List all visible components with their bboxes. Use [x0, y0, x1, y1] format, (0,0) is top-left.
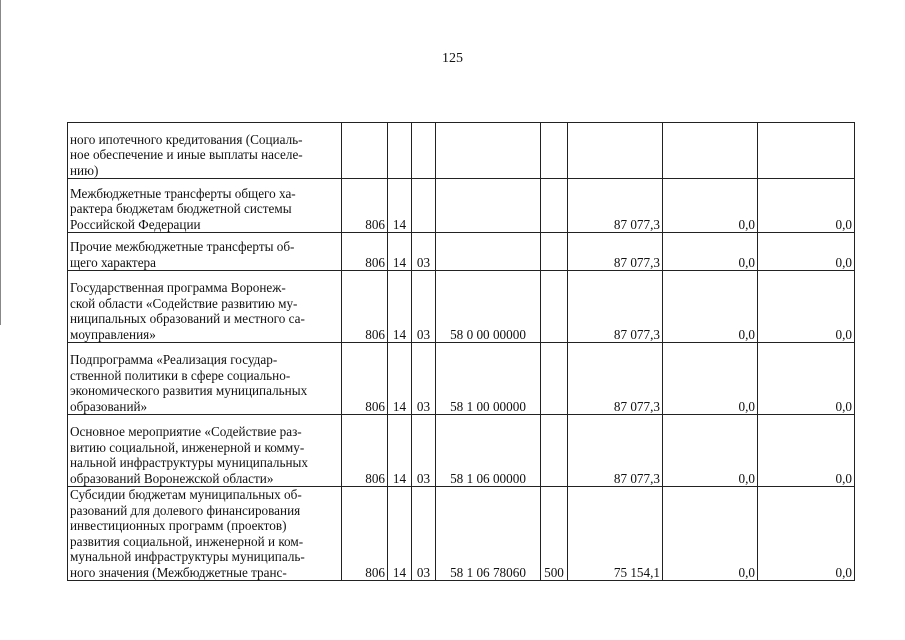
expense-name-line: мунальной инфраструктуры муниципаль- — [70, 549, 305, 564]
cell-expense-type: 500 — [541, 487, 568, 581]
cell-amount-year3: 0,0 — [758, 487, 855, 581]
table-row — [68, 271, 855, 343]
cell-amount-year2: 0,0 — [663, 179, 758, 233]
cell-amount-year2: 0,0 — [663, 343, 758, 415]
cell-amount-year3: 0,0 — [758, 179, 855, 233]
cell-expense-type — [541, 123, 568, 179]
cell-amount-year2: 0,0 — [663, 487, 758, 581]
expense-name-line: инвестиционных программ (проектов) — [70, 518, 287, 533]
expense-name-line: Подпрограмма «Реализация государ- — [70, 352, 278, 367]
cell-dept-code — [342, 123, 388, 179]
expense-name-line: нальной инфраструктуры муниципальных — [70, 455, 308, 470]
cell-target-article — [436, 123, 541, 179]
cell-section-code: 14 — [388, 233, 412, 271]
cell-amount-year2: 0,0 — [663, 233, 758, 271]
cell-expense-name — [68, 179, 342, 233]
cell-expense-type — [541, 271, 568, 343]
cell-target-article — [436, 179, 541, 233]
expense-name-line: ное обеспечение и иные выплаты населе- — [70, 147, 303, 162]
cell-section-code: 14 — [388, 271, 412, 343]
cell-expense-name — [68, 343, 342, 415]
budget-table-body — [68, 123, 855, 581]
cell-dept-code: 806 — [342, 487, 388, 581]
budget-table — [67, 122, 855, 581]
cell-expense-type — [541, 233, 568, 271]
cell-expense-name — [68, 415, 342, 487]
expense-name-line: Субсидии бюджетам муниципальных об- — [70, 487, 302, 502]
cell-target-article: 58 1 00 00000 — [436, 343, 541, 415]
expense-name-line: моуправления» — [70, 326, 156, 342]
expense-name-line: образований» — [70, 398, 148, 414]
table-row — [68, 487, 855, 581]
expense-name-line: ного ипотечного кредитования (Социаль- — [70, 131, 303, 147]
expense-name-line: рактера бюджетам бюджетной системы — [70, 201, 292, 216]
expense-name-line: Государственная программа Воронеж- — [70, 280, 286, 295]
cell-dept-code: 806 — [342, 179, 388, 233]
cell-expense-type — [541, 179, 568, 233]
expense-name-line: витию социальной, инженерной и комму- — [70, 439, 305, 455]
cell-amount-year1: 87 077,3 — [568, 343, 663, 415]
cell-subsection-code: 03 — [412, 271, 436, 343]
cell-expense-name — [68, 487, 342, 581]
page-number: 125 — [442, 51, 463, 66]
cell-expense-type — [541, 343, 568, 415]
expense-name-line: ниципальных образований и местного са- — [70, 311, 305, 326]
cell-amount-year2: 0,0 — [663, 415, 758, 487]
cell-target-article — [436, 233, 541, 271]
table-row — [68, 233, 855, 271]
cell-dept-code: 806 — [342, 271, 388, 343]
cell-expense-type — [541, 415, 568, 487]
expense-name-line: экономического развития муниципальных — [70, 383, 308, 398]
cell-section-code: 14 — [388, 415, 412, 487]
cell-amount-year3: 0,0 — [758, 343, 855, 415]
cell-subsection-code: 03 — [412, 343, 436, 415]
expense-name-line: Основное мероприятие «Содействие раз- — [70, 424, 302, 439]
cell-amount-year3: 0,0 — [758, 233, 855, 271]
expense-name-line: Межбюджетные трансферты общего ха- — [70, 185, 296, 201]
cell-amount-year1: 87 077,3 — [568, 271, 663, 343]
cell-amount-year1 — [568, 123, 663, 179]
cell-amount-year2 — [663, 123, 758, 179]
cell-target-article: 58 1 06 78060 — [436, 487, 541, 581]
expense-name-line: Российской Федерации — [70, 216, 201, 232]
expense-name-line: ного значения (Межбюджетные транс- — [70, 564, 287, 580]
expense-name-line: развития социальной, инженерной и ком- — [70, 533, 304, 549]
cell-amount-year1: 87 077,3 — [568, 415, 663, 487]
cell-section-code — [388, 123, 412, 179]
expense-name-line: ской области «Содействие развитию му- — [70, 295, 298, 311]
table-row — [68, 343, 855, 415]
cell-section-code: 14 — [388, 179, 412, 233]
cell-target-article: 58 1 06 00000 — [436, 415, 541, 487]
cell-expense-name — [68, 271, 342, 343]
cell-amount-year1: 87 077,3 — [568, 179, 663, 233]
cell-dept-code: 806 — [342, 343, 388, 415]
cell-section-code: 14 — [388, 343, 412, 415]
cell-dept-code: 806 — [342, 415, 388, 487]
expense-name-line: нию) — [70, 162, 99, 178]
table-row — [68, 179, 855, 233]
cell-section-code: 14 — [388, 487, 412, 581]
cell-expense-name — [68, 123, 342, 179]
cell-amount-year2: 0,0 — [663, 271, 758, 343]
expense-name-line: разований для долевого финансирования — [70, 502, 301, 518]
cell-subsection-code: 03 — [412, 415, 436, 487]
cell-amount-year3: 0,0 — [758, 415, 855, 487]
expense-name-line: щего характера — [70, 254, 156, 270]
cell-amount-year3: 0,0 — [758, 271, 855, 343]
cell-subsection-code — [412, 179, 436, 233]
expense-name-line: ственной политики в сфере социально- — [70, 367, 291, 383]
cell-subsection-code: 03 — [412, 233, 436, 271]
cell-expense-name — [68, 233, 342, 271]
scan-edge-line — [0, 0, 1, 325]
cell-target-article: 58 0 00 00000 — [436, 271, 541, 343]
cell-dept-code: 806 — [342, 233, 388, 271]
cell-subsection-code: 03 — [412, 487, 436, 581]
cell-amount-year1: 75 154,1 — [568, 487, 663, 581]
cell-amount-year3 — [758, 123, 855, 179]
expense-name-line: образований Воронежской области» — [70, 470, 274, 486]
table-row — [68, 415, 855, 487]
cell-subsection-code — [412, 123, 436, 179]
expense-name-line: Прочие межбюджетные трансферты об- — [70, 239, 295, 254]
cell-amount-year1: 87 077,3 — [568, 233, 663, 271]
table-row — [68, 123, 855, 179]
